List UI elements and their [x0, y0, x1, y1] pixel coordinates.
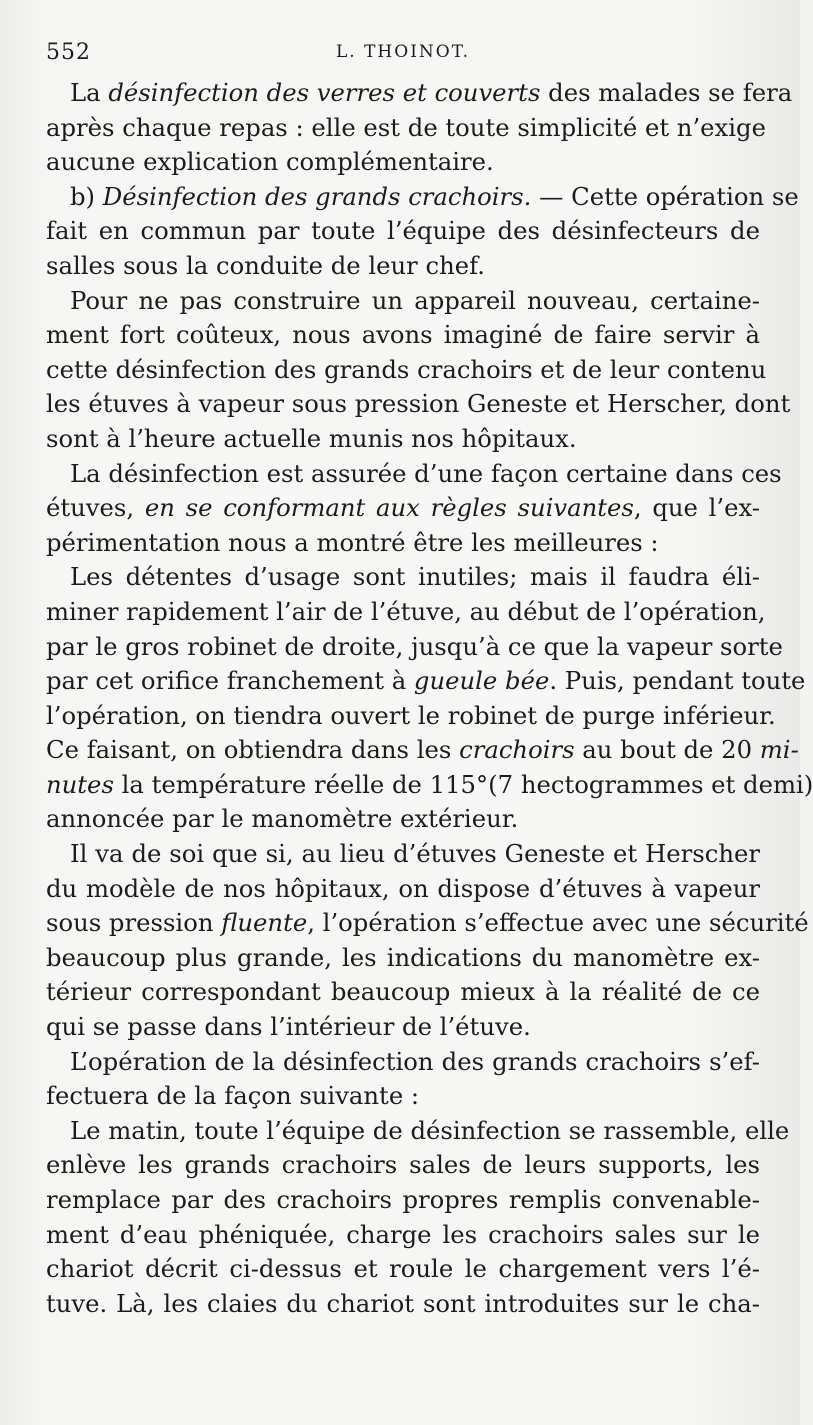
text-line: Pour ne pas construire un appareil nouveau, certaine- — [70, 285, 760, 315]
text-line: La désinfection des verres et couverts des malades se fera — [70, 78, 793, 107]
running-head-author: L. THOINOT. — [336, 42, 470, 62]
text-line: annoncée par le manomètre extérieur. — [46, 804, 519, 834]
text-line: ment fort coûteux, nous avons imaginé de faire servir à — [46, 320, 760, 350]
text-line: L’opération de la désinfection des grands crachoirs s’ef- — [70, 1046, 760, 1076]
text-line: l’opération, on tiendra ouvert le robinet de purge inférieur. — [46, 700, 776, 730]
text-line: salles sous la conduite de leur chef. — [46, 250, 485, 280]
text-line: après chaque repas : elle est de toute simplicité et n’exige — [46, 112, 766, 142]
text-line: Les détentes d’usage sont inutiles; mais il faudra éli- — [70, 562, 760, 592]
text-line: chariot décrit ci-dessus et roule le chargement vers l’é- — [46, 1254, 760, 1284]
text-line: Il va de soi que si, au lieu d’étuves Geneste et Herscher — [70, 839, 760, 869]
text-line: nutes la température réelle de 115°(7 hectogrammes et demi) — [46, 769, 813, 799]
text-line: remplace par des crachoirs propres remplis convenable- — [46, 1185, 760, 1214]
text-line: térieur correspondant beaucoup mieux à la réalité de ce — [46, 977, 760, 1007]
text-line: ment d’eau phéniquée, charge les crachoirs sales sur le — [46, 1219, 760, 1249]
text-line: étuves, en se conformant aux règles suivantes, que l’ex- — [46, 493, 761, 523]
text-line: Ce faisant, on obtiendra dans les crachoirs au bout de 20 mi- — [46, 735, 799, 765]
text-line: sous pression fluente, l’opération s’effectue avec une sécurité — [46, 908, 809, 938]
text-line: du modèle de nos hôpitaux, on dispose d’étuves à vapeur — [46, 873, 760, 903]
text-line: miner rapidement l’air de l’étuve, au début de l’opération, — [46, 596, 766, 626]
page-number: 552 — [46, 40, 91, 65]
text-line: par cet orifice franchement à gueule bée. Puis, pendant toute — [46, 666, 806, 696]
text-line: b) Désinfection des grands crachoirs. — Cette opération se — [70, 181, 799, 211]
text-line: beaucoup plus grande, les indications du manomètre ex- — [46, 942, 760, 972]
text-line: aucune explication complémentaire. — [46, 147, 494, 177]
text-line: fait en commun par toute l’équipe des désinfecteurs de — [46, 216, 760, 246]
text-line: les étuves à vapeur sous pression Geneste et Herscher, dont — [46, 389, 791, 419]
text-line: par le gros robinet de droite, jusqu’à ce que la vapeur sorte — [46, 631, 783, 661]
text-line: Le matin, toute l’équipe de désinfection se rassemble, elle — [70, 1115, 790, 1145]
body-text — [46, 76, 813, 1321]
text-line: fectuera de la façon suivante : — [46, 1081, 420, 1111]
text-line: sont à l’heure actuelle munis nos hôpitaux. — [46, 423, 577, 453]
text-line: cette désinfection des grands crachoirs et de leur contenu — [46, 354, 767, 384]
text-line: qui se passe dans l’intérieur de l’étuve. — [46, 1012, 531, 1042]
text-line: La désinfection est assurée d’une façon certaine dans ces — [70, 458, 782, 488]
running-head — [46, 40, 760, 74]
text-line: tuve. Là, les claies du chariot sont introduites sur le cha- — [46, 1288, 760, 1318]
text-line: périmentation nous a montré être les meilleures : — [46, 527, 659, 557]
text-line: enlève les grands crachoirs sales de leurs supports, les — [46, 1150, 760, 1180]
